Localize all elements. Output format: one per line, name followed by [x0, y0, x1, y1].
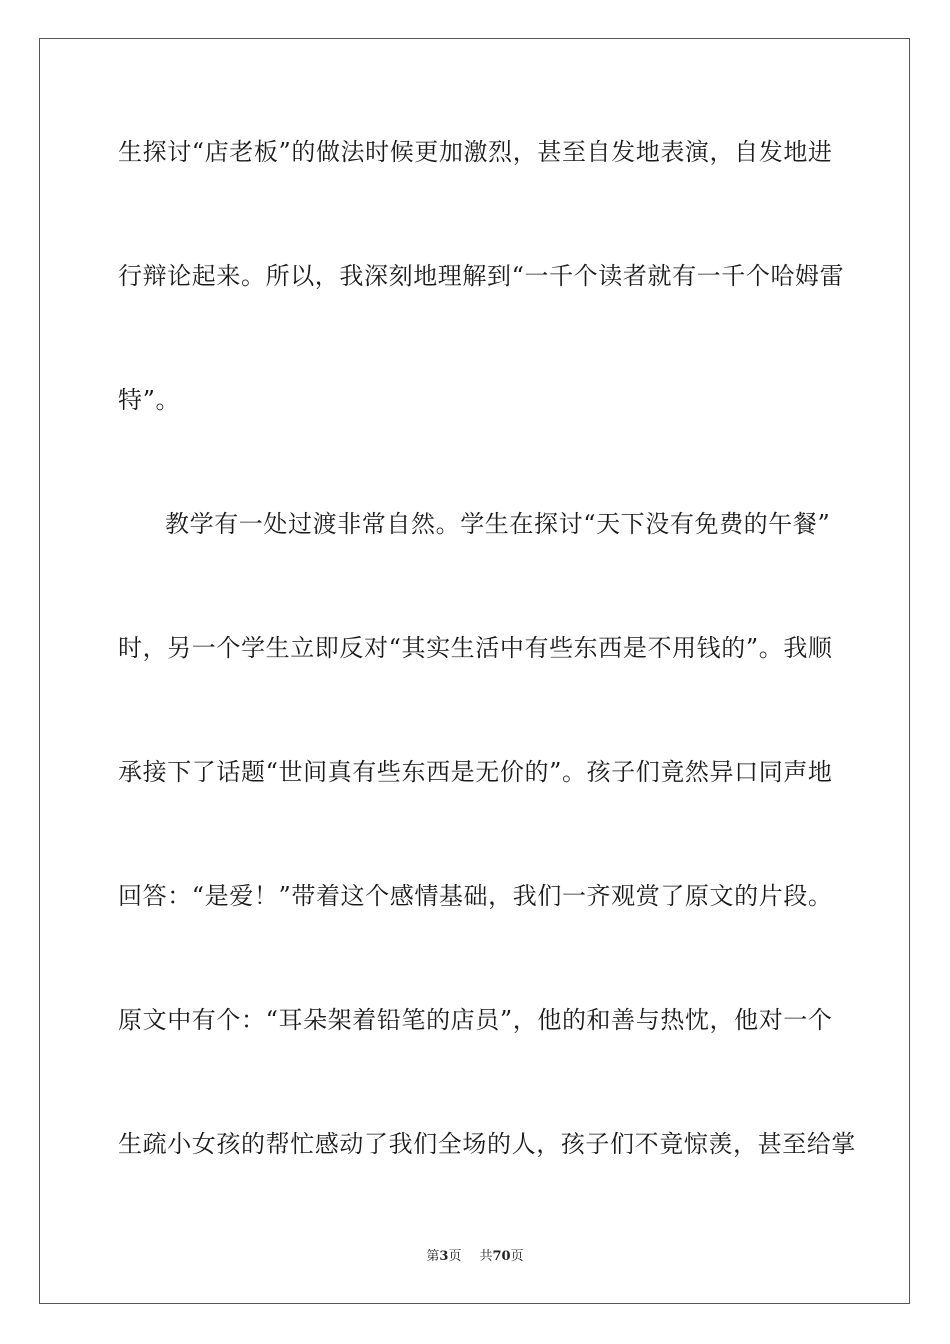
- total-pages: 70: [492, 1249, 511, 1264]
- total-suffix: 页: [510, 1249, 524, 1264]
- page-suffix: 页: [448, 1249, 462, 1264]
- page-number: 3: [439, 1249, 449, 1264]
- body-line-6: 承接下了话题“世间真有些东西是无价的”。孩子们竟然异口同声地: [118, 758, 833, 786]
- body-line-7: 回答：“是爱！”带着这个感情基础，我们一齐观赏了原文的片段。: [118, 882, 833, 910]
- body-line-9: 生疏小女孩的帮忙感动了我们全场的人，孩子们不竟惊羡，甚至给掌: [118, 1130, 856, 1158]
- body-line-4-paragraph-start: 教学有一处过渡非常自然。学生在探讨“天下没有免费的午餐”: [165, 510, 831, 538]
- body-line-1: 生探讨“店老板”的做法时候更加激烈，甚至自发地表演，自发地进: [118, 138, 833, 166]
- total-prefix: 共: [479, 1249, 493, 1264]
- body-line-2: 行辩论起来。所以，我深刻地理解到“一千个读者就有一千个哈姆雷: [118, 262, 845, 290]
- page-border: [39, 38, 910, 1304]
- body-line-5: 时，另一个学生立即反对“其实生活中有些东西是不用钱的”。我顺: [118, 634, 833, 662]
- page-prefix: 第: [426, 1249, 440, 1264]
- body-line-3: 特”。: [118, 386, 181, 414]
- body-line-8: 原文中有个：“耳朵架着铅笔的店员”，他的和善与热忱，他对一个: [118, 1006, 833, 1034]
- page-footer: [0, 1248, 950, 1266]
